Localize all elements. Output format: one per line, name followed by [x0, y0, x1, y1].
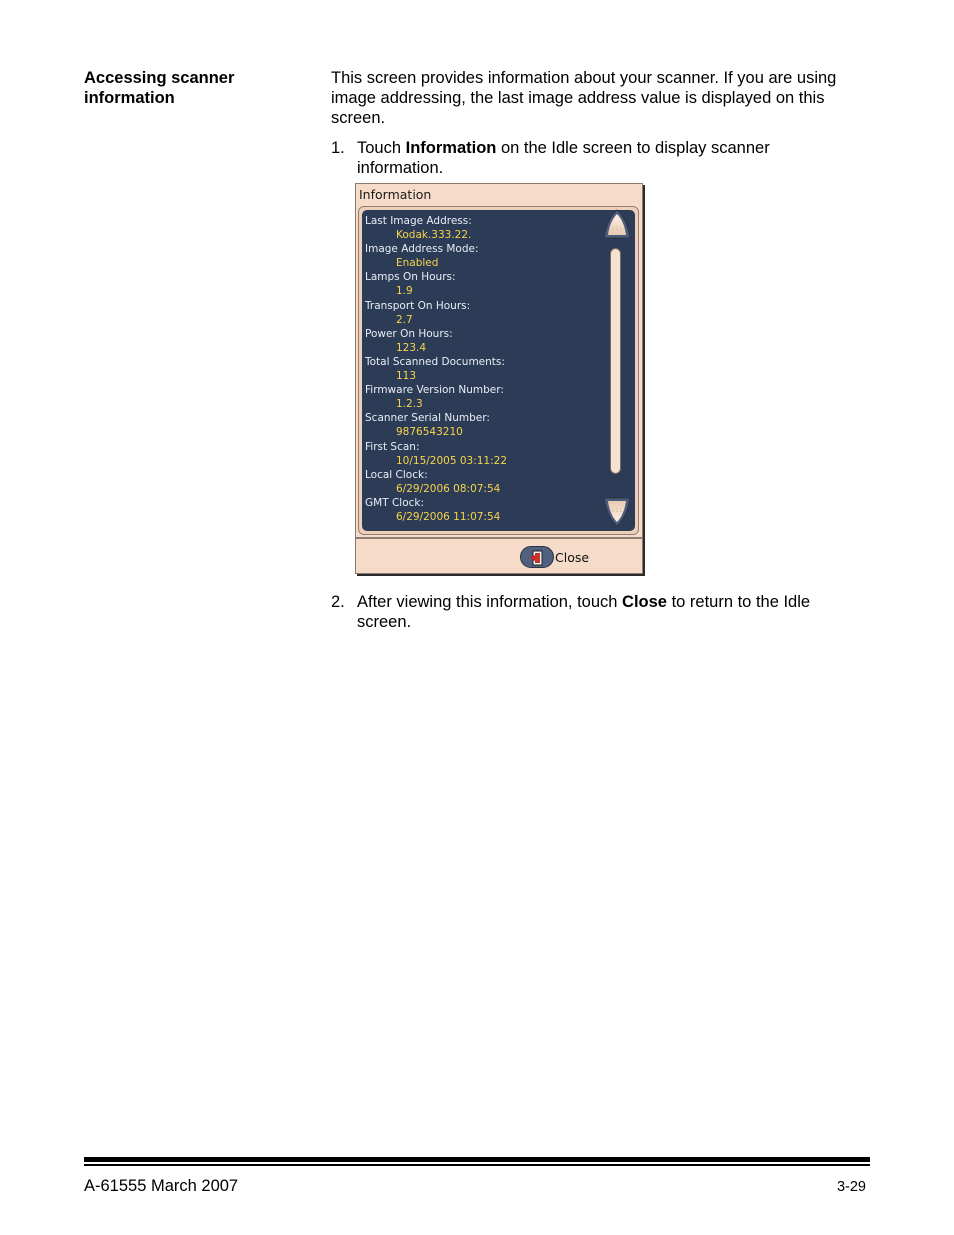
- step-number: 2.: [331, 593, 345, 611]
- info-value: 6/29/2006 08:07:54: [396, 482, 501, 495]
- info-value: 1.9: [396, 285, 413, 298]
- step-number: 1.: [331, 139, 345, 157]
- scroll-down-icon[interactable]: [602, 496, 632, 528]
- step-text-before: After viewing this information, touch: [357, 593, 623, 611]
- info-label: Image Address Mode:: [365, 243, 479, 256]
- info-label: Last Image Address:: [365, 215, 472, 227]
- info-box: [358, 206, 639, 535]
- info-value: Enabled: [396, 257, 439, 270]
- info-label: Lamps On Hours:: [365, 271, 456, 284]
- info-label: First Scan:: [365, 440, 420, 453]
- info-label: Total Scanned Documents:: [365, 355, 505, 368]
- info-list: [365, 214, 595, 524]
- section-heading: Accessing scanner information: [84, 69, 235, 107]
- footer-rule-thin: [84, 1164, 870, 1166]
- info-label: GMT Clock:: [365, 496, 425, 509]
- close-button[interactable]: [520, 545, 592, 569]
- info-label: Power On Hours:: [365, 327, 453, 340]
- footer-rule: [84, 1157, 870, 1162]
- panel-separator: [356, 537, 642, 539]
- info-label: Transport On Hours:: [365, 299, 471, 312]
- screen-title: Information: [359, 187, 432, 202]
- info-value: 6/29/2006 11:07:54: [396, 510, 501, 523]
- footer-doc-id: A-61555 March 2007: [84, 1177, 239, 1195]
- info-label: Scanner Serial Number:: [365, 412, 490, 425]
- step-text-after: to return to the Idle screen.: [357, 593, 811, 631]
- intro-paragraph: This screen provides information about your scanner. If you are using image addressing, the last image address value is displayed on this screen.: [331, 69, 837, 127]
- step-text-bold: Information: [405, 139, 497, 157]
- info-value: 10/15/2005 03:11:22: [396, 454, 508, 467]
- info-label: Local Clock:: [365, 468, 428, 481]
- info-label: Firmware Version Number:: [365, 384, 504, 397]
- step-text-before: Touch: [357, 139, 406, 157]
- close-label: Close: [555, 549, 590, 565]
- info-value: 9876543210: [396, 426, 463, 439]
- svg-text:: : :: : : :: [612, 225, 622, 232]
- info-value: 2.7: [396, 313, 413, 326]
- step-text: [357, 138, 857, 178]
- step-text: [357, 592, 857, 632]
- scrollbar-track[interactable]: [610, 248, 621, 474]
- step-text-bold: Close: [622, 593, 667, 611]
- svg-text:: : :: : : :: [612, 507, 622, 514]
- scroll-up-icon[interactable]: [602, 208, 632, 240]
- info-value: Kodak.333.22.: [396, 229, 472, 242]
- info-list-panel: [362, 210, 635, 531]
- info-value: 1.2.3: [396, 398, 423, 411]
- information-screen: [355, 183, 643, 574]
- info-value: 113: [396, 370, 417, 383]
- exit-door-icon: [520, 546, 554, 568]
- footer-page-number: 3-29: [836, 1179, 866, 1195]
- info-value: 123.4: [396, 341, 427, 354]
- step-text-after: on the Idle screen to display scanner information.: [357, 139, 770, 177]
